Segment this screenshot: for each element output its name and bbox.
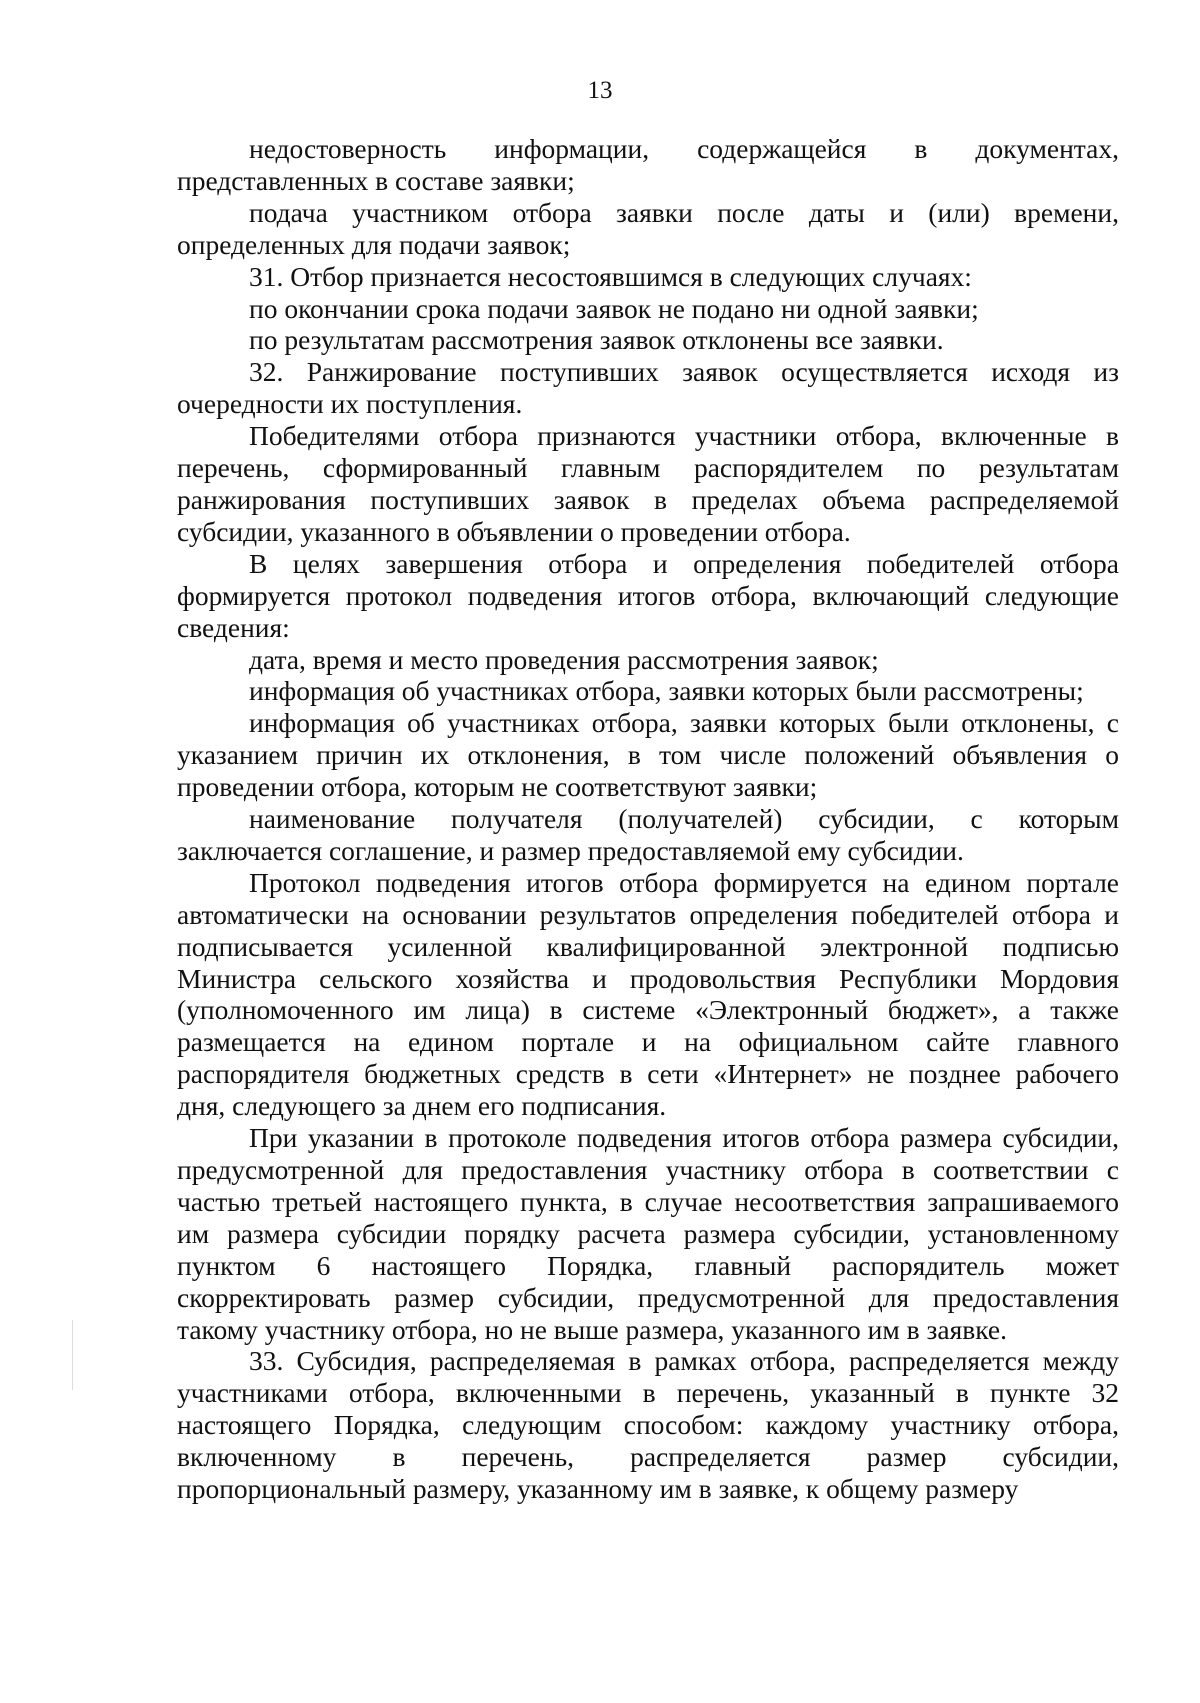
text-line: субсидии, указанного в объявлении о проведении отбора. — [177, 515, 851, 547]
text-line: подписывается усиленной квалифицированной электронной подписью — [177, 930, 1119, 962]
text-line: ранжирования поступивших заявок в пределах объема распределяемой — [177, 483, 1119, 515]
text-line: формируется протокол подведения итогов отбора, включающий следующие — [177, 579, 1119, 611]
paragraph — [177, 197, 1119, 261]
document-body — [177, 133, 1119, 1505]
text-line: проведении отбора, которым не соответствуют заявки; — [177, 771, 818, 803]
paragraph — [177, 293, 1119, 325]
text-line: размещается на едином портале и на официальном сайте главного — [177, 1026, 1119, 1058]
paragraph — [177, 707, 1119, 803]
text-line: сведения: — [177, 611, 290, 643]
page-number: 13 — [587, 77, 613, 104]
paragraph — [177, 867, 1119, 1122]
paragraph — [177, 261, 1119, 293]
text-line: участниками отбора, включенными в перечень, указанный в пункте 32 — [177, 1377, 1119, 1409]
paragraph — [177, 644, 1119, 676]
text-line: 33. Субсидия, распределяемая в рамках отбора, распределяется между — [249, 1345, 1119, 1377]
text-line: по окончании срока подачи заявок не подано ни одной заявки; — [249, 292, 979, 324]
text-line: по результатам рассмотрения заявок отклонены все заявки. — [249, 324, 944, 356]
paragraph — [177, 1122, 1119, 1345]
text-line: определенных для подачи заявок; — [177, 228, 571, 260]
text-line: указанием причин их отклонения, в том числе положений объявления о — [177, 739, 1119, 771]
text-line: Министра сельского хозяйства и продовольствия Республики Мордовия — [177, 962, 1119, 994]
text-line: предусмотренной для предоставления участнику отбора в соответствии с — [177, 1154, 1119, 1185]
paragraph — [177, 675, 1119, 707]
text-line: дня, следующего за днем его подписания. — [177, 1090, 667, 1122]
text-line: наименование получателя (получателей) субсидии, с которым — [249, 803, 1119, 835]
text-line: подача участником отбора заявки после даты и (или) времени, — [249, 196, 1119, 228]
text-line: дата, время и место проведения рассмотрения заявок; — [249, 643, 879, 675]
text-line: недостоверность информации, содержащейся в документах, — [249, 133, 1119, 164]
text-line: При указании в протоколе подведения итогов отбора размера субсидии, — [249, 1122, 1119, 1154]
paragraph — [177, 803, 1119, 867]
paragraph — [177, 356, 1119, 420]
text-line: автоматически на основании результатов определения победителей отбора и — [177, 898, 1119, 930]
text-line: представленных в составе заявки; — [177, 164, 575, 196]
text-line: 32. Ранжирование поступивших заявок осуществляется исходя из — [249, 356, 1119, 388]
paragraph — [177, 548, 1119, 644]
paragraph — [177, 1345, 1119, 1505]
text-line: пунктом 6 настоящего Порядка, главный распорядитель может — [177, 1249, 1119, 1281]
text-line: такому участнику отбора, но не выше размера, указанного им в заявке. — [177, 1313, 1007, 1345]
text-line: частью третьей настоящего пункта, в случае несоответствия запрашиваемого — [177, 1185, 1119, 1217]
text-line: перечень, сформированный главным распорядителем по результатам — [177, 452, 1119, 484]
text-line: включенному в перечень, распределяется размер субсидии, — [177, 1441, 1119, 1473]
text-line: информация об участниках отбора, заявки которых были отклонены, с — [249, 707, 1119, 739]
text-line: (уполномоченного им лица) в системе «Электронный бюджет», а также — [177, 994, 1119, 1026]
scan-edge-mark — [72, 1320, 73, 1390]
text-line: заключается соглашение, и размер предоставляемой ему субсидии. — [177, 834, 964, 866]
text-line: Победителями отбора признаются участники отбора, включенные в — [249, 420, 1119, 452]
text-line: Протокол подведения итогов отбора формируется на едином портале — [249, 866, 1119, 898]
text-line: В целях завершения отбора и определения победителей отбора — [249, 547, 1119, 579]
paragraph — [177, 420, 1119, 548]
text-line: очередности их поступления. — [177, 388, 523, 420]
text-line: информация об участниках отбора, заявки которых были рассмотрены; — [249, 675, 1084, 707]
paragraph — [177, 324, 1119, 356]
text-line: распорядителя бюджетных средств в сети «Интернет» не позднее рабочего — [177, 1058, 1119, 1090]
paragraph — [177, 133, 1119, 197]
text-line: 31. Отбор признается несостоявшимся в следующих случаях: — [249, 260, 972, 292]
text-line: скорректировать размер субсидии, предусмотренной для предоставления — [177, 1281, 1119, 1313]
text-line: настоящего Порядка, следующим способом: каждому участнику отбора, — [177, 1409, 1119, 1441]
text-line: им размера субсидии порядку расчета размера субсидии, установленному — [177, 1217, 1119, 1249]
text-line: пропорциональный размеру, указанному им в заявке, к общему размеру — [177, 1473, 1019, 1505]
